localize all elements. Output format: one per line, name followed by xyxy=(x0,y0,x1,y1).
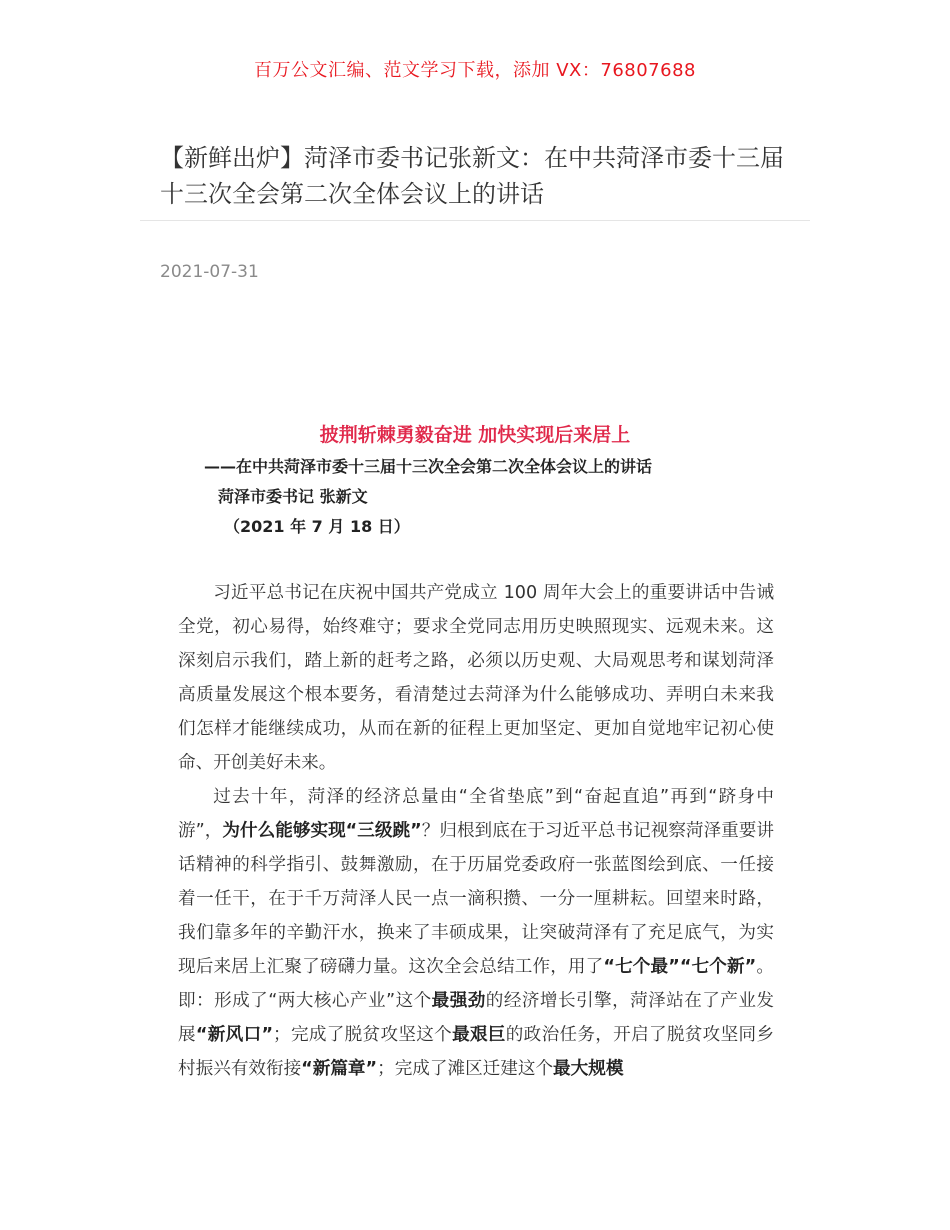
body-text-run: 过去十年，菏泽的经济总量由“全省垫底”到“奋起直追”再到“跻身中游”， xyxy=(178,787,774,841)
body-emphasis: “七个最”“七个新” xyxy=(603,957,757,977)
speech-date: （2021 年 7 月 18 日） xyxy=(224,517,410,536)
body-emphasis: 为什么能够实现“三级跳” xyxy=(222,821,422,841)
article-title: 【新鲜出炉】菏泽市委书记张新文：在中共菏泽市委十三届十三次全会第二次全体会议上的讲话 xyxy=(160,144,784,208)
article-body xyxy=(178,576,774,1086)
body-emphasis: 最大规模 xyxy=(553,1059,624,1079)
body-paragraph-2 xyxy=(178,780,774,1086)
body-emphasis: 最强劲 xyxy=(431,991,486,1011)
body-text-run: 的经济增长引擎，菏泽站在了产业发展 xyxy=(178,991,774,1045)
body-text-run: 的政治任务，开启了脱贫攻坚同乡村振兴有效衔接 xyxy=(178,1025,774,1079)
speech-subtitle: ——在中共菏泽市委十三届十三次全会第二次全体会议上的讲话 xyxy=(204,457,653,476)
body-paragraph-1: 习近平总书记在庆祝中国共产党成立 100 周年大会上的重要讲话中告诫全党，初心易得，始终难守；要求全党同志用历史映照现实、远观未来。这深刻启示我们，踏上新的赶考之路，必须以历史观、大局观思考和谋划菏泽高质量发展这个根本要务，看清楚过去菏泽为什么能够成功、弄明白未来我们怎样才能继续成功，从而在新的征程上更加坚定、更加自觉地牢记初心使命、开创美好未来。 xyxy=(178,583,774,773)
publish-date: 2021-07-31 xyxy=(160,262,259,282)
body-text-run: ；完成了滩区迁建这个 xyxy=(377,1059,554,1079)
promo-banner: 百万公文汇编、范文学习下载，添加 VX：76807688 xyxy=(254,60,696,81)
title-divider xyxy=(140,220,810,221)
speech-title: 披荆斩棘勇毅奋进 加快实现后来居上 xyxy=(319,424,631,446)
body-emphasis: “新篇章” xyxy=(301,1059,378,1079)
body-text-run: ；完成了脱贫攻坚这个 xyxy=(273,1025,453,1045)
body-text-run: ？归根到底在于习近平总书记视察菏泽重要讲话精神的科学指引、鼓舞激励，在于历届党委政府一张蓝图绘到底、一任接着一任干，在于千万菏泽人民一点一滴积攒、一分一厘耕耘。回望来时路，我们靠多年的辛勤汗水，换来了丰硕成果，让突破菏泽有了充足底气，为实现后来居上汇聚了磅礴力量。这次全会总结工作，用了 xyxy=(178,821,774,977)
body-emphasis: “新风口” xyxy=(195,1025,274,1045)
speaker-byline: 菏泽市委书记 张新文 xyxy=(218,487,368,506)
body-text-run: 。即：形成了“两大核心产业”这个 xyxy=(178,957,774,1011)
body-emphasis: 最艰巨 xyxy=(452,1025,506,1045)
